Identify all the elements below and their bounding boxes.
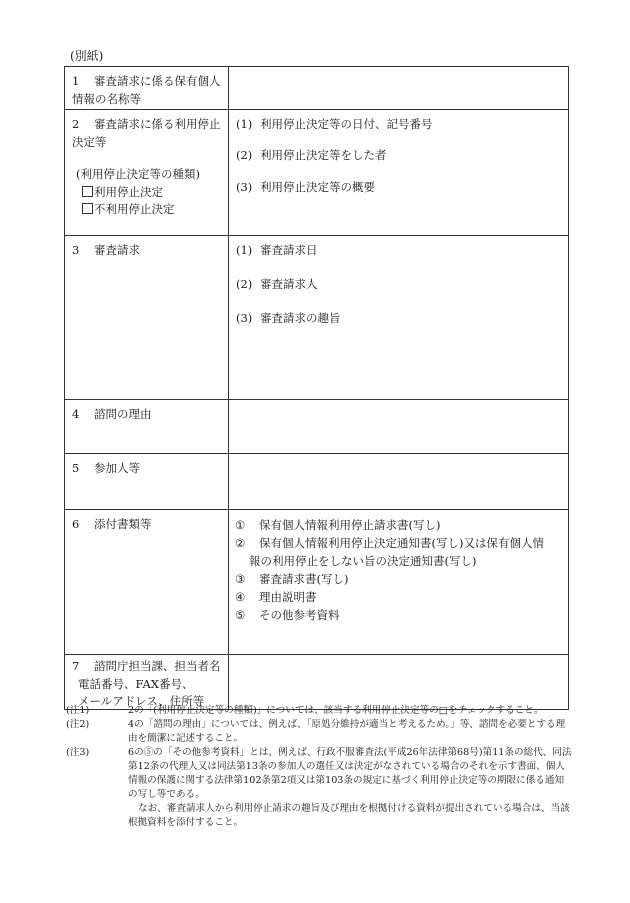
note-text: なお、審査請求人から利用停止請求の趣旨及び理由を根拠付ける資料が提出されている場合は、当該根拠資料を添付すること。 [128,803,570,828]
row-6-label-cell [65,510,229,655]
row-7-content-cell[interactable] [229,655,569,710]
decision-type-heading: (利用停止決定等の種類) [76,167,200,181]
row-label: 添付書類等 [94,517,152,531]
row-label: 参加人等 [94,461,140,475]
list-item: ⑤ その他参考資料 [235,608,340,622]
item-text: 利用停止決定等の日付、記号番号 [260,117,433,131]
item-text: 審査請求人 [260,277,318,291]
note-1 [66,704,572,718]
item-number: (1) [236,117,253,131]
note-tag: (注3) [66,747,90,758]
row-label: 決定等 [72,134,107,149]
row-1-label-cell [65,67,229,110]
attachment-label: (別紙) [70,49,104,63]
checkbox[interactable] [82,186,93,197]
item-number: (1) [236,243,253,257]
attachment-list [235,516,565,624]
row-label: 審査請求に係る利用停止 [94,117,221,131]
row-4-label-cell [65,400,229,454]
row-number: 5 [72,461,80,475]
note-text: 2の「(利用停止決定等の種類)」については、該当する利用停止決定等の□をチェックすること。 [128,705,544,716]
note-tag: (注2) [66,719,90,730]
row-number: 3 [72,243,80,257]
list-item: ② 保有個人情報利用停止決定通知書(写し)又は保有個人情 [235,536,544,550]
row-4 [65,400,569,454]
row-label: 審査請求に係る保有個人 [94,74,221,88]
referral-form-table [64,66,569,710]
row-6-content-cell[interactable] [229,510,569,655]
row-number: 7 [72,659,80,673]
row-4-content-cell[interactable] [229,400,569,454]
item-text: 利用停止決定等をした者 [260,148,387,162]
row-number: 6 [72,517,80,531]
item-number: (3) [236,180,253,194]
row-2-label-cell [65,110,229,236]
item-text: 審査請求日 [260,243,318,257]
list-item: ③ 審査請求書(写し) [235,572,349,586]
row-6 [65,510,569,655]
row-7 [65,655,569,710]
row-2-content-cell[interactable] [229,110,569,236]
row-number: 2 [72,117,80,131]
notes [66,704,572,830]
note-2 [66,718,572,746]
row-5-content-cell[interactable] [229,454,569,510]
row-number: 1 [72,74,80,88]
checkbox[interactable] [82,203,93,214]
list-item-continuation: 報の利用停止をしない旨の決定通知書(写し) [249,554,477,568]
note-text: 6の⑤の「その他参考資料」とは、例えば、行政不服審査法(平成26年法律第68号)第11条の総代、同法第12条の代理人又は同法第13条の参加人の選任又は決定がなされている場合のそれを示す書面、個人情報の保護に関する法律第102条第2項又は第103条の規定に基づく利用停止決定等の期限に係る通知の写し等である。 [128,747,572,800]
list-item: ④ 理由説明書 [235,590,317,604]
row-2 [65,110,569,236]
item-number: (3) [236,311,253,325]
row-label: メールアドレス、住所等 [78,694,205,708]
row-number: 4 [72,407,80,421]
checkbox-label: 不利用停止決定 [94,202,175,216]
row-label: 情報の名称等 [72,91,141,106]
row-label: 諮問庁担当課、担当者名 [94,659,221,673]
note-text: 4の「諮問の理由」については、例えば、「原処分維持が適当と考えるため。」等、諮問を必要とする理由を簡潔に記述すること。 [128,719,566,744]
row-label: 諮問の理由 [94,407,152,421]
item-text: 審査請求の趣旨 [260,311,341,325]
row-5-label-cell [65,454,229,510]
row-3-content-cell[interactable] [229,236,569,400]
row-1-content-cell[interactable] [229,67,569,110]
note-tag: (注1) [66,705,90,716]
note-3 [66,746,572,830]
row-3 [65,236,569,400]
item-number: (2) [236,277,253,291]
row-1 [65,67,569,110]
row-7-label-cell [65,655,229,710]
checkbox-label: 利用停止決定 [94,184,163,199]
item-number: (2) [236,148,253,162]
list-item: ① 保有個人情報利用停止請求書(写し) [235,518,441,532]
row-label: 審査請求 [94,243,140,257]
row-5 [65,454,569,510]
item-text: 利用停止決定等の概要 [260,180,375,194]
row-3-label-cell [65,236,229,400]
row-label: 電話番号、FAX番号、 [78,676,194,691]
